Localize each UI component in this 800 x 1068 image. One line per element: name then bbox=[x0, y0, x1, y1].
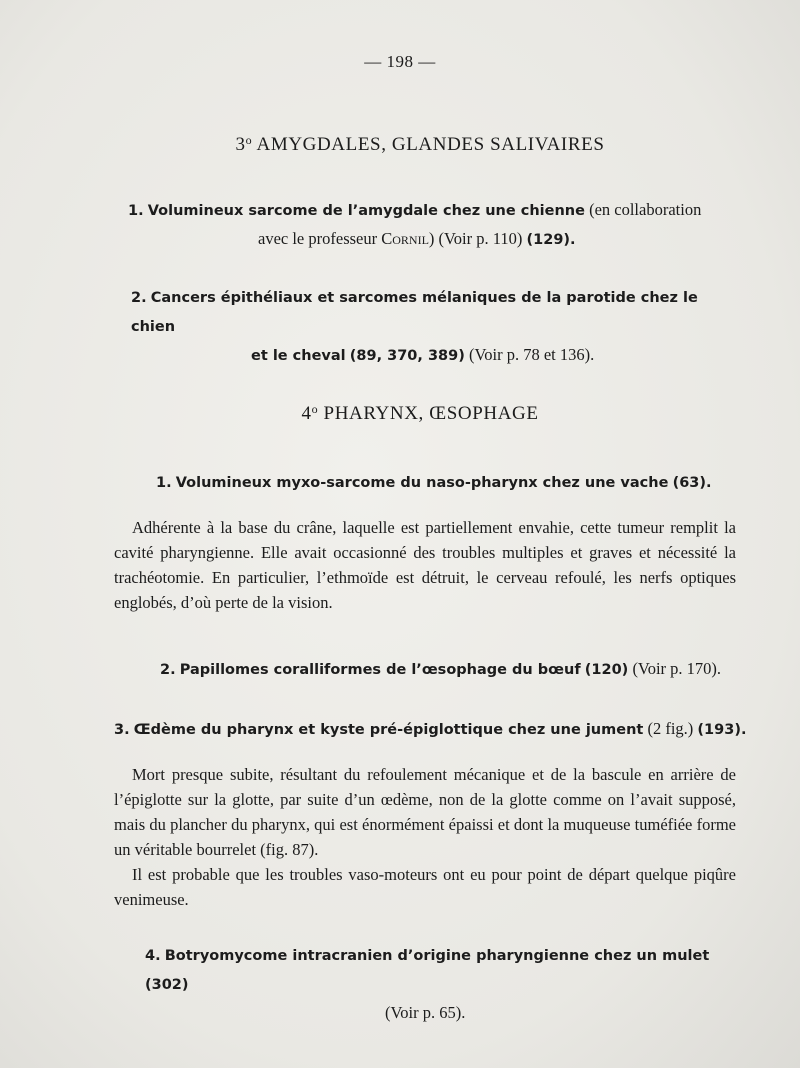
paragraph-text: Il est probable que les troubles vaso-moteurs ont eu pour point de départ quelque piqûre venimeuse. bbox=[114, 865, 736, 909]
entry-title: Œdème du pharynx et kyste pré-épiglottique chez une jument bbox=[133, 722, 644, 738]
entry-number: 3. bbox=[114, 722, 130, 738]
section-title-pharynx bbox=[0, 402, 800, 425]
entry-number: 4. bbox=[145, 948, 161, 964]
entry-oedeme-pharynx bbox=[114, 715, 764, 744]
entry-title-cont: et le cheval bbox=[251, 348, 346, 364]
entry-note: (en collaboration bbox=[589, 200, 702, 219]
entry-ref: (120) bbox=[584, 662, 629, 678]
entry-ref: (193). bbox=[697, 722, 747, 738]
entry-refs: (89, 370, 389) bbox=[349, 348, 465, 364]
entry-myxo-sarcome bbox=[156, 468, 756, 497]
section-ordinal: o bbox=[311, 402, 319, 416]
section-title-amygdales bbox=[0, 133, 800, 156]
entry-title: Botryomycome intracranien d’origine pharyngienne chez un mulet bbox=[164, 948, 710, 964]
paragraph-text: Adhérente à la base du crâne, laquelle est partiellement envahie, cette tumeur remplit la cavité pharyngienne. Elle avait occasionné des troubles multiples et graves et nécessité la trachéotomie. En particulier, l’ethmoïde est détruit, le cerveau refoulé, les nerfs optiques englobés, d’où perte de la vision. bbox=[114, 518, 736, 612]
section-number: 4 bbox=[301, 403, 312, 424]
entry-note-cont: avec le professeur bbox=[258, 229, 378, 248]
section-heading: AMYGDALES, GLANDES SALIVAIRES bbox=[252, 134, 605, 155]
entry-title: Volumineux sarcome de l’amygdale chez une chienne bbox=[147, 203, 585, 219]
entry-ref: (63). bbox=[672, 475, 712, 491]
entry-see-page: (Voir p. 170). bbox=[632, 659, 722, 678]
entry-cancers-parotide bbox=[131, 283, 741, 370]
paragraph-adherente bbox=[114, 515, 736, 615]
entry-title: Papillomes coralliformes de l’œsophage du bœuf bbox=[179, 662, 581, 678]
entry-papillomes bbox=[160, 655, 760, 684]
page-number: — 198 — bbox=[364, 52, 436, 71]
entry-see-page: (Voir p. 65). bbox=[385, 1003, 466, 1022]
paragraph-text: Mort presque subite, résultant du refoulement mécanique et de la bascule en arrière de l’épiglotte sur la glotte, par suite d’un œdème, non de la glotte comme on l’avait supposé, mais du plancher du pharynx, qui est énormément épaissi et dont la muqueuse tuméfiée forme un véritable bourrelet (fig. 87). bbox=[114, 765, 736, 859]
paragraph-mort-subite bbox=[114, 762, 736, 912]
section-number: 3 bbox=[235, 134, 246, 155]
entry-ref: (129). bbox=[526, 232, 576, 248]
author-name: Cornil bbox=[381, 229, 429, 248]
entry-sarcome-amygdale bbox=[128, 196, 738, 254]
entry-figures: (2 fig.) bbox=[647, 719, 694, 738]
entry-number: 1. bbox=[156, 475, 172, 491]
entry-number: 2. bbox=[131, 290, 147, 306]
entry-see-page: ) (Voir p. 110) bbox=[428, 229, 523, 248]
entry-title: Volumineux myxo-sarcome du naso-pharynx chez une vache bbox=[175, 475, 669, 491]
section-ordinal: o bbox=[245, 133, 253, 147]
entry-see-page: (Voir p. 78 et 136). bbox=[468, 345, 595, 364]
section-heading: PHARYNX, ŒSOPHAGE bbox=[318, 403, 539, 424]
entry-number: 2. bbox=[160, 662, 176, 678]
entry-botryomycome bbox=[145, 941, 755, 1026]
entry-ref: (302) bbox=[145, 977, 189, 993]
entry-number: 1. bbox=[128, 203, 144, 219]
entry-title: Cancers épithéliaux et sarcomes mélaniques de la parotide chez le chien bbox=[131, 290, 698, 335]
